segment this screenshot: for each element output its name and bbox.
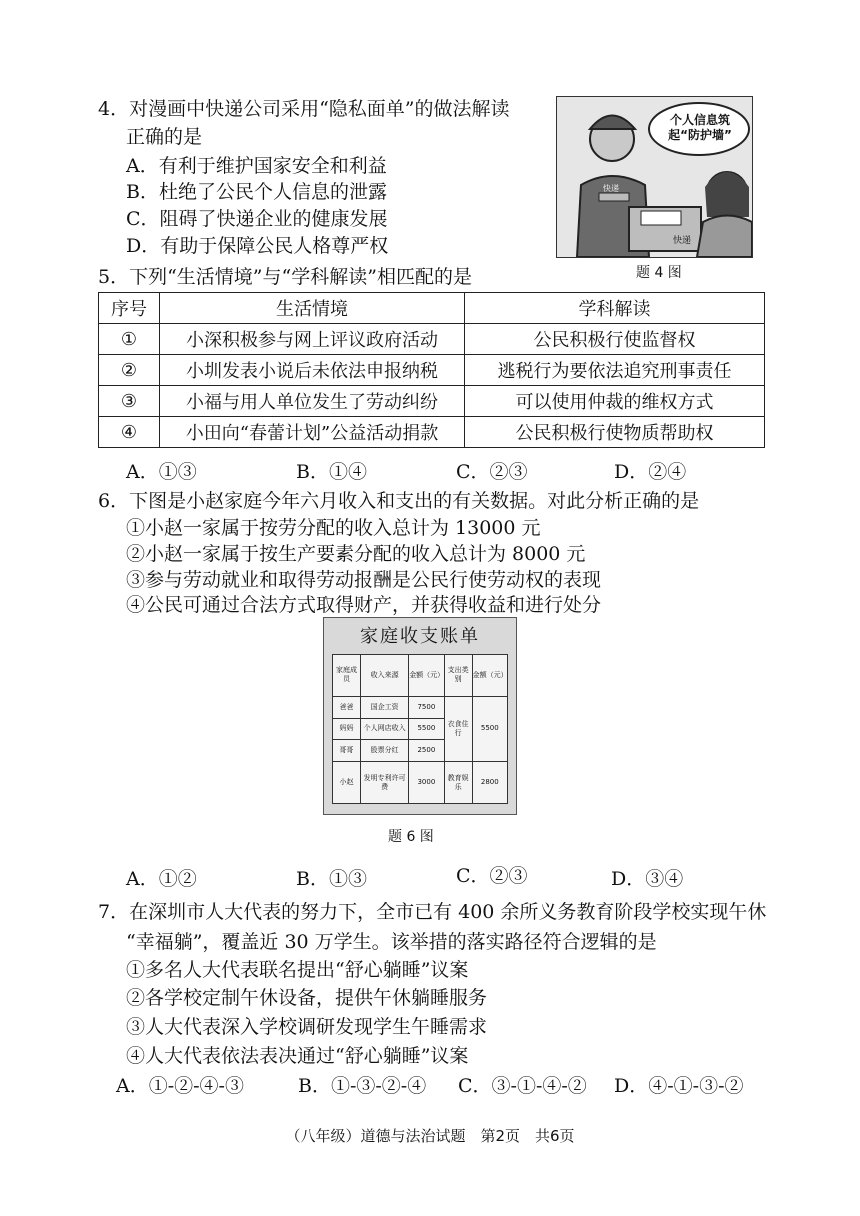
q6-bill-expense-1: 衣食住行 bbox=[444, 696, 472, 762]
q7-option-d: D．④-①-③-② bbox=[614, 1075, 744, 1097]
q6-item-2: ②小赵一家属于按生产要素分配的收入总计为 8000 元 bbox=[126, 543, 586, 565]
q7-item-4: ④人大代表依法表决通过“舒心躺睡”议案 bbox=[126, 1045, 469, 1067]
q4-speech-bubble-text: 个人信息筑起“防护墙” bbox=[668, 113, 732, 142]
q6-bill-source: 国企工资 bbox=[361, 696, 409, 718]
q6-caption: 题 6 图 bbox=[388, 829, 434, 845]
q6-bill-member: 爸爸 bbox=[333, 696, 361, 718]
q5-cell-situation: 小圳发表小说后未依法申报纳税 bbox=[160, 355, 465, 386]
q5-cell-interpretation: 逃税行为要依法追究刑事责任 bbox=[465, 355, 765, 386]
table-row bbox=[99, 417, 765, 448]
q6-bill-amount: 7500 bbox=[409, 696, 444, 718]
table-row bbox=[333, 655, 508, 697]
q6-bill-member: 妈妈 bbox=[333, 718, 361, 740]
q6-bill-table bbox=[332, 654, 508, 804]
q6-bill-source: 股票分红 bbox=[361, 740, 409, 762]
q6-item-4: ④公民可通过合法方式取得财产，并获得收益和进行处分 bbox=[126, 594, 602, 616]
q6-option-b: B．①③ bbox=[296, 868, 367, 890]
q4-option-c: C．阻碍了快递企业的健康发展 bbox=[126, 208, 388, 230]
q5-stem: 5．下列“生活情境”与“学科解读”相匹配的是 bbox=[98, 266, 472, 288]
table-row bbox=[333, 696, 508, 718]
q6-bill-image bbox=[323, 617, 517, 815]
q6-item-3: ③参与劳动就业和取得劳动报酬是公民行使劳动权的表现 bbox=[126, 569, 602, 591]
q5-table bbox=[98, 292, 765, 448]
q5-cell-index: ① bbox=[99, 324, 160, 355]
q5-option-a: A．①③ bbox=[126, 461, 197, 483]
q6-bill-header-source: 收入来源 bbox=[361, 655, 409, 697]
q6-bill-header-expense-amount: 金额（元） bbox=[472, 655, 507, 697]
q4-option-b: B．杜绝了公民个人信息的泄露 bbox=[126, 181, 387, 203]
q7-option-a: A．①-②-④-③ bbox=[116, 1075, 244, 1097]
q7-option-b: B．①-③-②-④ bbox=[298, 1075, 427, 1097]
q7-stem-line2: “幸福躺”，覆盖近 30 万学生。该举措的落实路径符合逻辑的是 bbox=[126, 931, 657, 953]
q6-bill-header-expense: 支出类别 bbox=[444, 655, 472, 697]
q5-cell-situation: 小福与用人单位发生了劳动纠纷 bbox=[160, 386, 465, 417]
q5-cell-index: ③ bbox=[99, 386, 160, 417]
q4-option-a: A．有利于维护国家安全和利益 bbox=[126, 155, 387, 177]
q6-bill-source: 个人网店收入 bbox=[361, 718, 409, 740]
q7-item-3: ③人大代表深入学校调研发现学生午睡需求 bbox=[126, 1016, 488, 1038]
q6-bill-expense-2-amount: 2800 bbox=[472, 762, 507, 804]
q5-cell-situation: 小田向“春蕾计划”公益活动捐款 bbox=[160, 417, 465, 448]
q6-option-c: C．②③ bbox=[456, 865, 528, 887]
q4-caption: 题 4 图 bbox=[636, 265, 682, 281]
q5-cell-interpretation: 公民积极行使监督权 bbox=[465, 324, 765, 355]
page-footer: （八年级）道德与法治试题 第2页 共6页 bbox=[285, 1127, 575, 1145]
q4-shirt-label: 快递 bbox=[603, 184, 619, 193]
q5-header-situation: 生活情境 bbox=[160, 293, 465, 324]
q5-cell-situation: 小深积极参与网上评议政府活动 bbox=[160, 324, 465, 355]
q5-option-d: D．②④ bbox=[614, 461, 687, 483]
q6-bill-member: 小赵 bbox=[333, 762, 361, 804]
q6-bill-header-amount: 金额（元） bbox=[409, 655, 444, 697]
q6-bill-amount: 5500 bbox=[409, 718, 444, 740]
q5-cell-index: ④ bbox=[99, 417, 160, 448]
q6-bill-expense-2: 教育娱乐 bbox=[444, 762, 472, 804]
q6-option-a: A．①② bbox=[126, 868, 197, 890]
q6-bill-member: 哥哥 bbox=[333, 740, 361, 762]
q4-stem-line2: 正确的是 bbox=[126, 126, 203, 148]
q6-bill-title: 家庭收支账单 bbox=[360, 626, 480, 647]
q7-item-2: ②各学校定制午休设备，提供午休躺睡服务 bbox=[126, 987, 488, 1009]
q6-stem: 6．下图是小赵家庭今年六月收入和支出的有关数据。对此分析正确的是 bbox=[98, 490, 700, 512]
table-row bbox=[333, 762, 508, 804]
table-row bbox=[99, 355, 765, 386]
q5-header-interpretation: 学科解读 bbox=[465, 293, 765, 324]
table-row bbox=[99, 386, 765, 417]
q5-table-header-row bbox=[99, 293, 765, 324]
q6-option-d: D．③④ bbox=[611, 868, 684, 890]
q5-cell-interpretation: 公民积极行使物质帮助权 bbox=[465, 417, 765, 448]
q6-bill-amount: 2500 bbox=[409, 740, 444, 762]
q7-option-c: C．③-①-④-② bbox=[458, 1075, 587, 1097]
q4-box-label: 快递 bbox=[673, 236, 692, 246]
q6-item-1: ①小赵一家属于按劳分配的收入总计为 13000 元 bbox=[126, 517, 541, 539]
table-row bbox=[99, 324, 765, 355]
q5-option-c: C．②③ bbox=[456, 461, 528, 483]
q5-cell-index: ② bbox=[99, 355, 160, 386]
q6-bill-amount: 3000 bbox=[409, 762, 444, 804]
q6-bill-source: 发明专利许可费 bbox=[361, 762, 409, 804]
q5-option-b: B．①④ bbox=[296, 461, 367, 483]
q5-cell-interpretation: 可以使用仲裁的维权方式 bbox=[465, 386, 765, 417]
q4-option-d: D．有助于保障公民人格尊严权 bbox=[126, 235, 389, 257]
q7-item-1: ①多名人大代表联名提出“舒心躺睡”议案 bbox=[126, 959, 469, 981]
q5-header-index: 序号 bbox=[99, 293, 160, 324]
q6-bill-expense-1-amount: 5500 bbox=[472, 696, 507, 762]
q4-cartoon-image bbox=[556, 96, 753, 258]
q6-bill-header-member: 家庭成员 bbox=[333, 655, 361, 697]
q7-stem-line1: 7．在深圳市人大代表的努力下，全市已有 400 余所义务教育阶段学校实现午休 bbox=[98, 901, 767, 923]
q4-stem-line1: 4．对漫画中快递公司采用“隐私面单”的做法解读 bbox=[98, 98, 510, 120]
